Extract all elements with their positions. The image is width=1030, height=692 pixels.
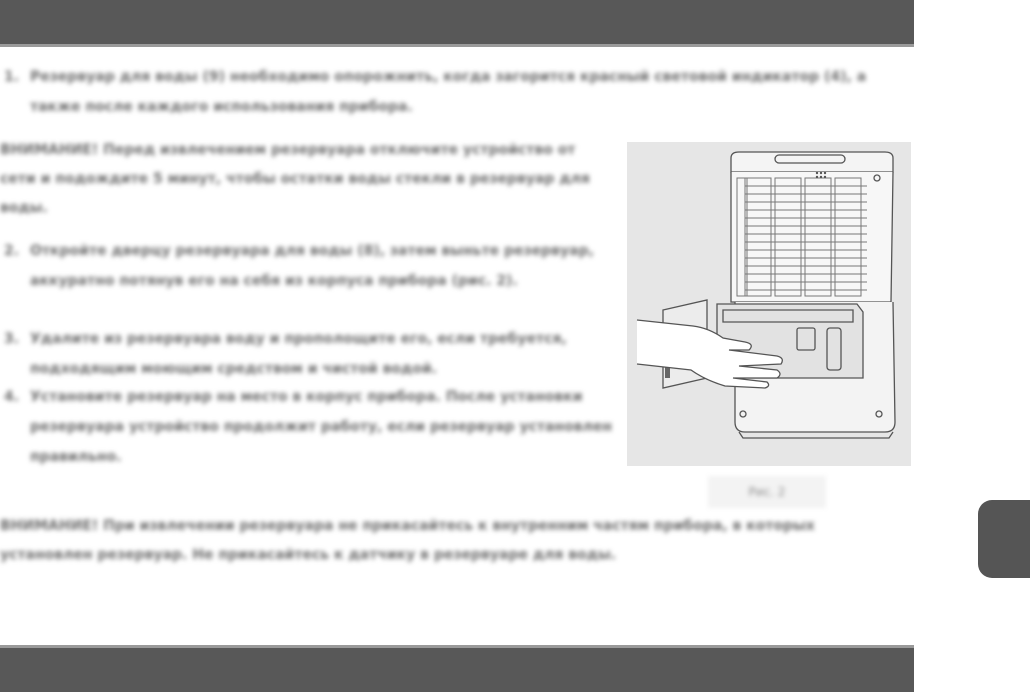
step-text: Удалите из резервуара воду и прополощите его, если требуется, подходящим моющим средством и чистой водой. [30,331,567,377]
dehumidifier-drawing [627,142,911,466]
dehumidifier-illustration [627,142,911,466]
warning-text: ВНИМАНИЕ! При извлечении резервуара не прикасайтесь к внутренним частям прибора, в которых установлен резервуар. Не прикасайтесь к датчику в резервуаре для воды. [0,518,815,563]
step-text: Установите резервуар на место в корпус прибора. После установки резервуара устройство продолжит работу, если резервуар установлен правильно. [30,389,612,465]
step-number: 1. [4,69,20,85]
section-tab [978,500,1030,578]
instruction-step-4 [4,382,612,472]
step-number: 4. [4,389,20,405]
warning-note-2 [0,512,912,570]
step-number: 2. [4,243,20,259]
step-number: 3. [4,331,20,347]
instruction-step-2 [4,236,612,296]
instruction-step-1 [4,62,910,122]
header-bar [0,0,914,44]
step-text: Откройте дверцу резервуара для воды (8), затем выньте резервуар, аккуратно потянув его на себя из корпуса прибора (рис. 2). [30,243,594,289]
instruction-step-3 [4,324,612,384]
step-text: Резервуар для воды (9) необходимо опорожнить, когда загорится красный световой индикатор (4), а также после каждого использования прибора. [30,69,867,115]
unit-base [739,432,893,438]
figure-caption: Рис. 2 [708,476,826,508]
warning-note-1 [0,136,612,223]
footer-bar [0,648,914,692]
warning-text: ВНИМАНИЕ! Перед извлечением резервуара отключите устройство от сети и подождите 5 минут, чтобы остатки воды стекли в резервуар для воды. [0,142,590,216]
